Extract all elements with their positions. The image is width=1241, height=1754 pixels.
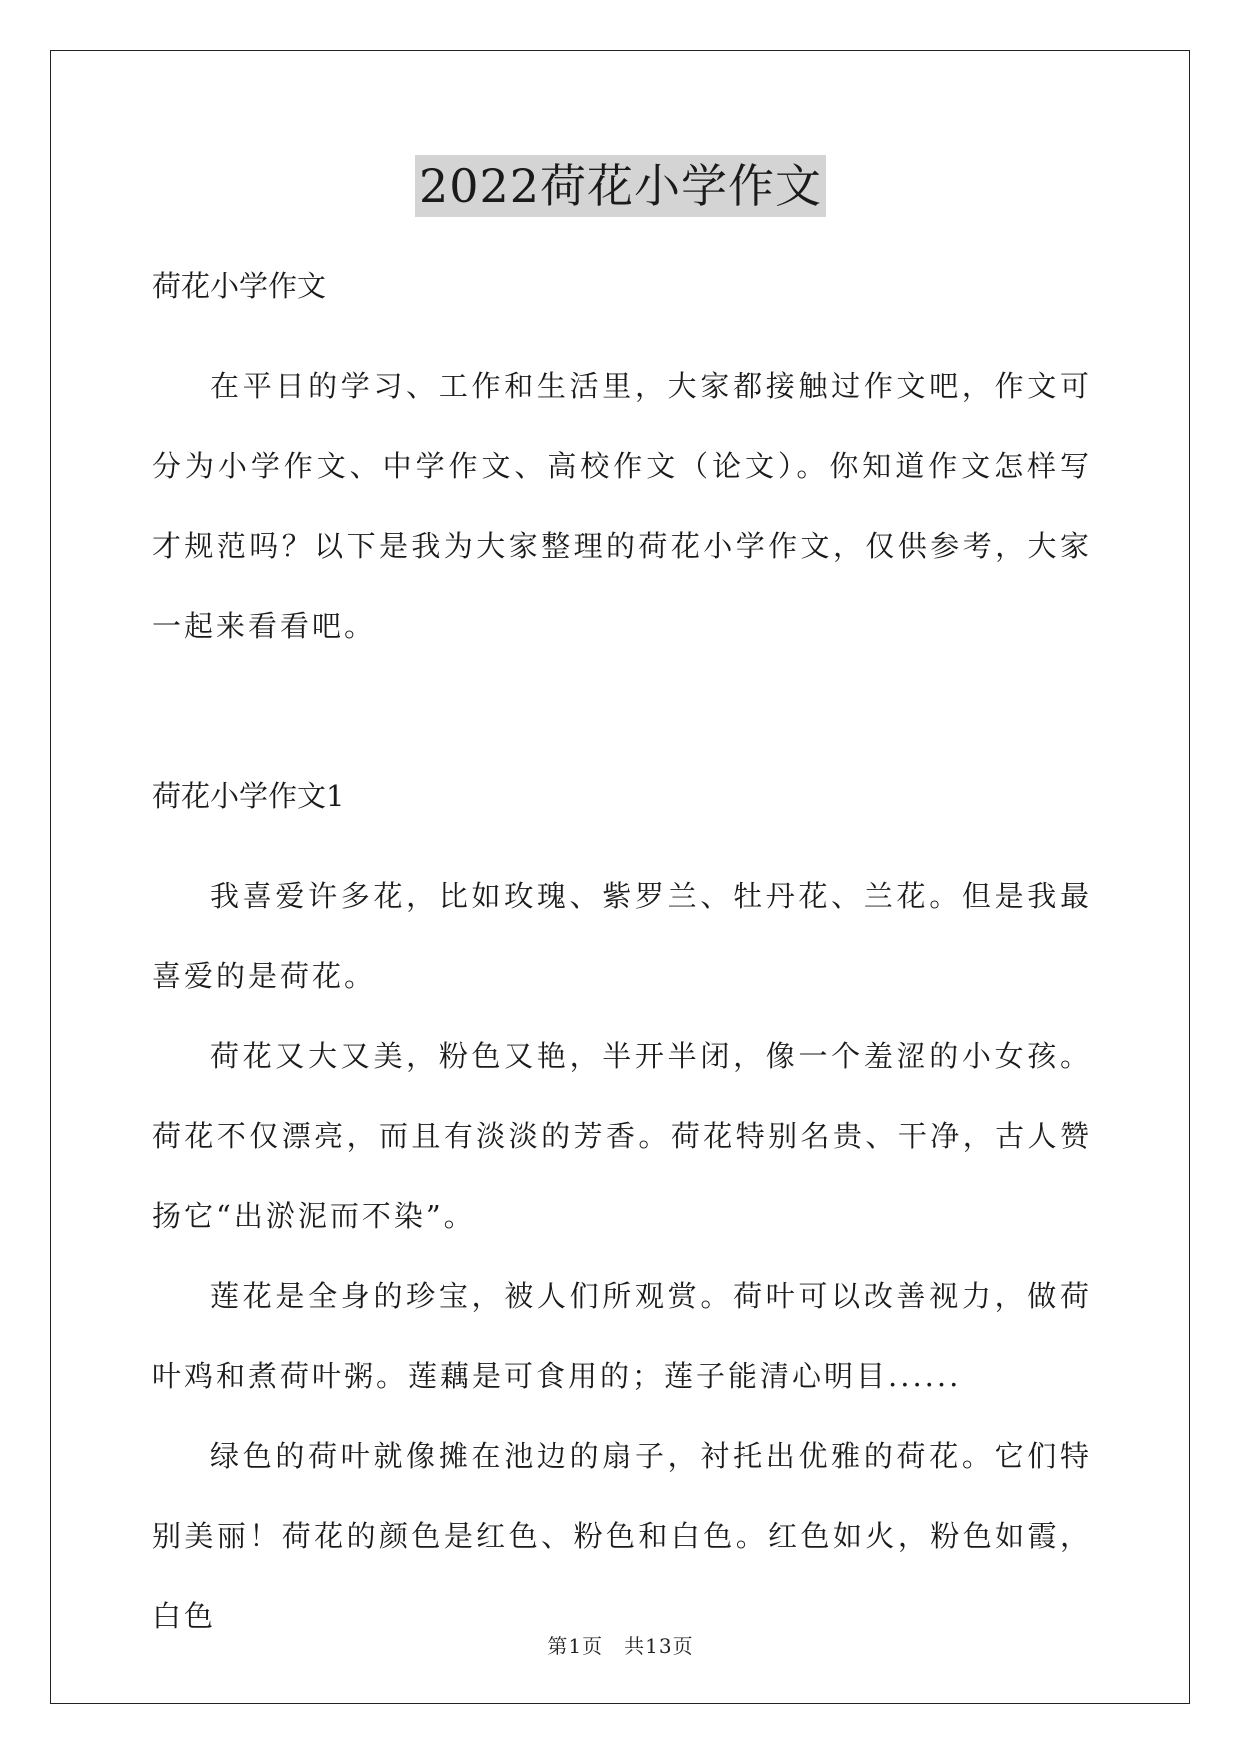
paragraph: 我喜爱许多花，比如玫瑰、紫罗兰、牡丹花、兰花。但是我最喜爱的是荷花。	[152, 879, 1092, 993]
paragraph: 莲花是全身的珍宝，被人们所观赏。荷叶可以改善视力，做荷叶鸡和煮荷叶粥。莲藕是可食用的；莲子能清心明目......	[152, 1279, 1092, 1393]
paragraph: 在平日的学习、工作和生活里，大家都接触过作文吧，作文可分为小学作文、中学作文、高校作文（论文）。你知道作文怎样写才规范吗？以下是我为大家整理的荷花小学作文，仅供参考，大家一起来看看吧。	[152, 369, 1092, 643]
paragraph: 绿色的荷叶就像摊在池边的扇子，衬托出优雅的荷花。它们特别美丽！荷花的颜色是红色、粉色和白色。红色如火，粉色如霞，白色	[152, 1439, 1092, 1633]
paragraph: 荷花又大又美，粉色又艳，半开半闭，像一个羞涩的小女孩。荷花不仅漂亮，而且有淡淡的芳香。荷花特别名贵、干净，古人赞扬它“出淤泥而不染”。	[152, 1039, 1092, 1233]
section-heading: 荷花小学作文	[152, 269, 327, 303]
document-title: 2022荷花小学作文	[415, 155, 826, 217]
page-footer: 第1页 共13页	[547, 1634, 694, 1658]
spacer	[152, 836, 1092, 856]
document-body	[152, 246, 1092, 1656]
spacer	[152, 666, 1092, 756]
spacer	[152, 326, 1092, 346]
title-container	[0, 155, 1241, 217]
section-heading: 荷花小学作文1	[152, 779, 345, 813]
